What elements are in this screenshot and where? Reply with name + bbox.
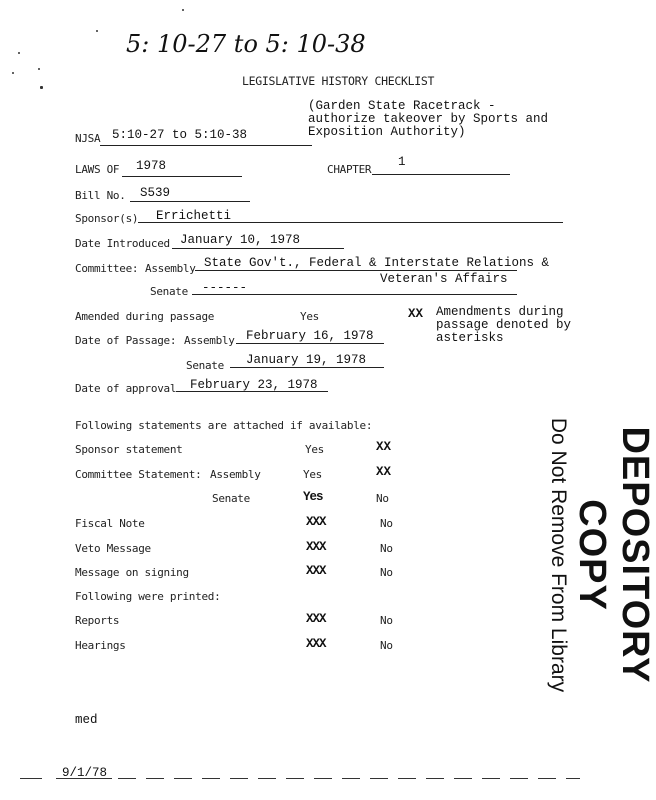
passage-assembly-underline xyxy=(236,343,384,344)
hearings-yes: XXX xyxy=(306,637,326,651)
footer-date-underline xyxy=(56,778,112,779)
fiscal-note-yes: XXX xyxy=(306,515,326,529)
laws-of-underline xyxy=(122,176,242,177)
attached-statements-heading: Following statements are attached if available: xyxy=(75,419,373,432)
committee-senate-underline xyxy=(192,294,517,295)
committee-statement-senate-yes: Yes xyxy=(303,490,323,504)
footer-dash xyxy=(370,778,388,779)
date-of-passage-label: Date of Passage: xyxy=(75,334,177,347)
footer-dash xyxy=(314,778,332,779)
date-of-approval-value: February 23, 1978 xyxy=(190,378,318,392)
fiscal-note-no: No xyxy=(380,517,393,530)
laws-of-value: 1978 xyxy=(136,159,167,173)
passage-senate-underline xyxy=(230,367,384,368)
bill-no-underline xyxy=(130,201,250,202)
amended-note-1: Amendments during xyxy=(436,305,564,319)
committee-label: Committee: xyxy=(75,262,139,275)
sponsor-statement-label: Sponsor statement xyxy=(75,443,183,456)
committee-statement-label: Committee Statement: xyxy=(75,468,202,481)
committee-statement-senate-no: No xyxy=(376,492,389,505)
fiscal-note-label: Fiscal Note xyxy=(75,517,145,530)
footer-dash xyxy=(566,778,580,779)
scan-speck xyxy=(18,52,20,54)
committee-statement-assembly-yes: Yes xyxy=(303,468,322,481)
hearings-no: No xyxy=(380,639,393,652)
scan-speck xyxy=(40,86,43,89)
date-introduced-underline xyxy=(172,248,344,249)
date-introduced-value: January 10, 1978 xyxy=(180,233,301,247)
stamp-depository-copy: DEPOSITORY COPY xyxy=(571,426,656,684)
message-on-signing-no: No xyxy=(380,566,393,579)
veto-message-label: Veto Message xyxy=(75,542,151,555)
document-title: LEGISLATIVE HISTORY CHECKLIST xyxy=(242,74,435,88)
sponsor-label: Sponsor(s) xyxy=(75,212,139,225)
committee-assembly-value-2: Veteran's Affairs xyxy=(380,272,508,286)
date-of-approval-underline xyxy=(176,391,328,392)
stamp-do-not-remove: Do Not Remove From Library xyxy=(547,417,570,693)
sponsor-statement-no: XX xyxy=(376,440,392,454)
footer-dash xyxy=(20,778,42,779)
footer-dash xyxy=(174,778,192,779)
footer-dash xyxy=(538,778,556,779)
committee-assembly-label: Assembly xyxy=(145,262,196,275)
committee-statement-assembly-label: Assembly xyxy=(210,468,261,481)
njsa-value: 5:10-27 to 5:10-38 xyxy=(112,128,248,142)
amended-note-3: asterisks xyxy=(436,331,504,345)
passage-assembly-label: Assembly xyxy=(184,334,235,347)
footer-dash xyxy=(230,778,248,779)
passage-assembly-value: February 16, 1978 xyxy=(246,329,374,343)
veto-message-no: No xyxy=(380,542,393,555)
footer-dash xyxy=(202,778,220,779)
sponsor-underline xyxy=(138,222,563,223)
handwritten-section-range: 5: 10-27 to 5: 10-38 xyxy=(126,30,366,58)
date-introduced-label: Date Introduced xyxy=(75,237,170,250)
depository-copy-stamp xyxy=(546,410,656,700)
njsa-label: NJSA xyxy=(75,132,101,145)
reports-yes: XXX xyxy=(306,612,326,626)
bill-no-label: Bill No. xyxy=(75,189,126,202)
clerk-initials: med xyxy=(75,713,98,727)
laws-of-label: LAWS OF xyxy=(75,163,120,176)
chapter-label: CHAPTER xyxy=(327,163,372,176)
footer-dash xyxy=(426,778,444,779)
footer-dash xyxy=(482,778,500,779)
sponsor-statement-yes: Yes xyxy=(305,443,324,456)
printed-heading: Following were printed: xyxy=(75,590,221,603)
reports-label: Reports xyxy=(75,614,120,627)
footer-dash xyxy=(510,778,528,779)
footer-dash xyxy=(258,778,276,779)
amended-note-2: passage denoted by xyxy=(436,318,572,332)
bill-no-value: S539 xyxy=(140,186,171,200)
bill-description: (Garden State Racetrack - authorize takeover by Sports and Exposition Authority) xyxy=(308,99,549,139)
amended-no-mark: XX xyxy=(408,307,424,321)
committee-assembly-value-1: State Gov't., Federal & Interstate Relations & xyxy=(204,256,550,270)
scan-speck xyxy=(38,68,40,70)
amended-label: Amended during passage xyxy=(75,310,215,323)
committee-statement-assembly-no: XX xyxy=(376,465,392,479)
footer-date: 9/1/78 xyxy=(62,766,108,780)
committee-senate-value: ------ xyxy=(202,281,248,295)
footer-dash xyxy=(118,778,136,779)
footer-dash xyxy=(146,778,164,779)
njsa-underline xyxy=(100,145,312,146)
veto-message-yes: XXX xyxy=(306,540,326,554)
sponsor-value: Errichetti xyxy=(156,209,232,223)
hearings-label: Hearings xyxy=(75,639,126,652)
message-on-signing-yes: XXX xyxy=(306,564,326,578)
date-of-approval-label: Date of approval xyxy=(75,382,177,395)
reports-no: No xyxy=(380,614,393,627)
scan-speck xyxy=(182,9,184,11)
passage-senate-value: January 19, 1978 xyxy=(246,353,367,367)
chapter-value: 1 xyxy=(398,155,406,169)
message-on-signing-label: Message on signing xyxy=(75,566,189,579)
footer-dash xyxy=(454,778,472,779)
committee-senate-label: Senate xyxy=(150,285,188,298)
footer-dash xyxy=(342,778,360,779)
footer-dash xyxy=(398,778,416,779)
scan-speck xyxy=(96,30,98,32)
committee-assembly-underline xyxy=(195,270,517,271)
scan-speck xyxy=(12,72,14,74)
footer-dash xyxy=(286,778,304,779)
passage-senate-label: Senate xyxy=(186,359,224,372)
committee-statement-senate-label: Senate xyxy=(212,492,250,505)
amended-yes: Yes xyxy=(300,310,319,323)
chapter-underline xyxy=(372,174,510,175)
